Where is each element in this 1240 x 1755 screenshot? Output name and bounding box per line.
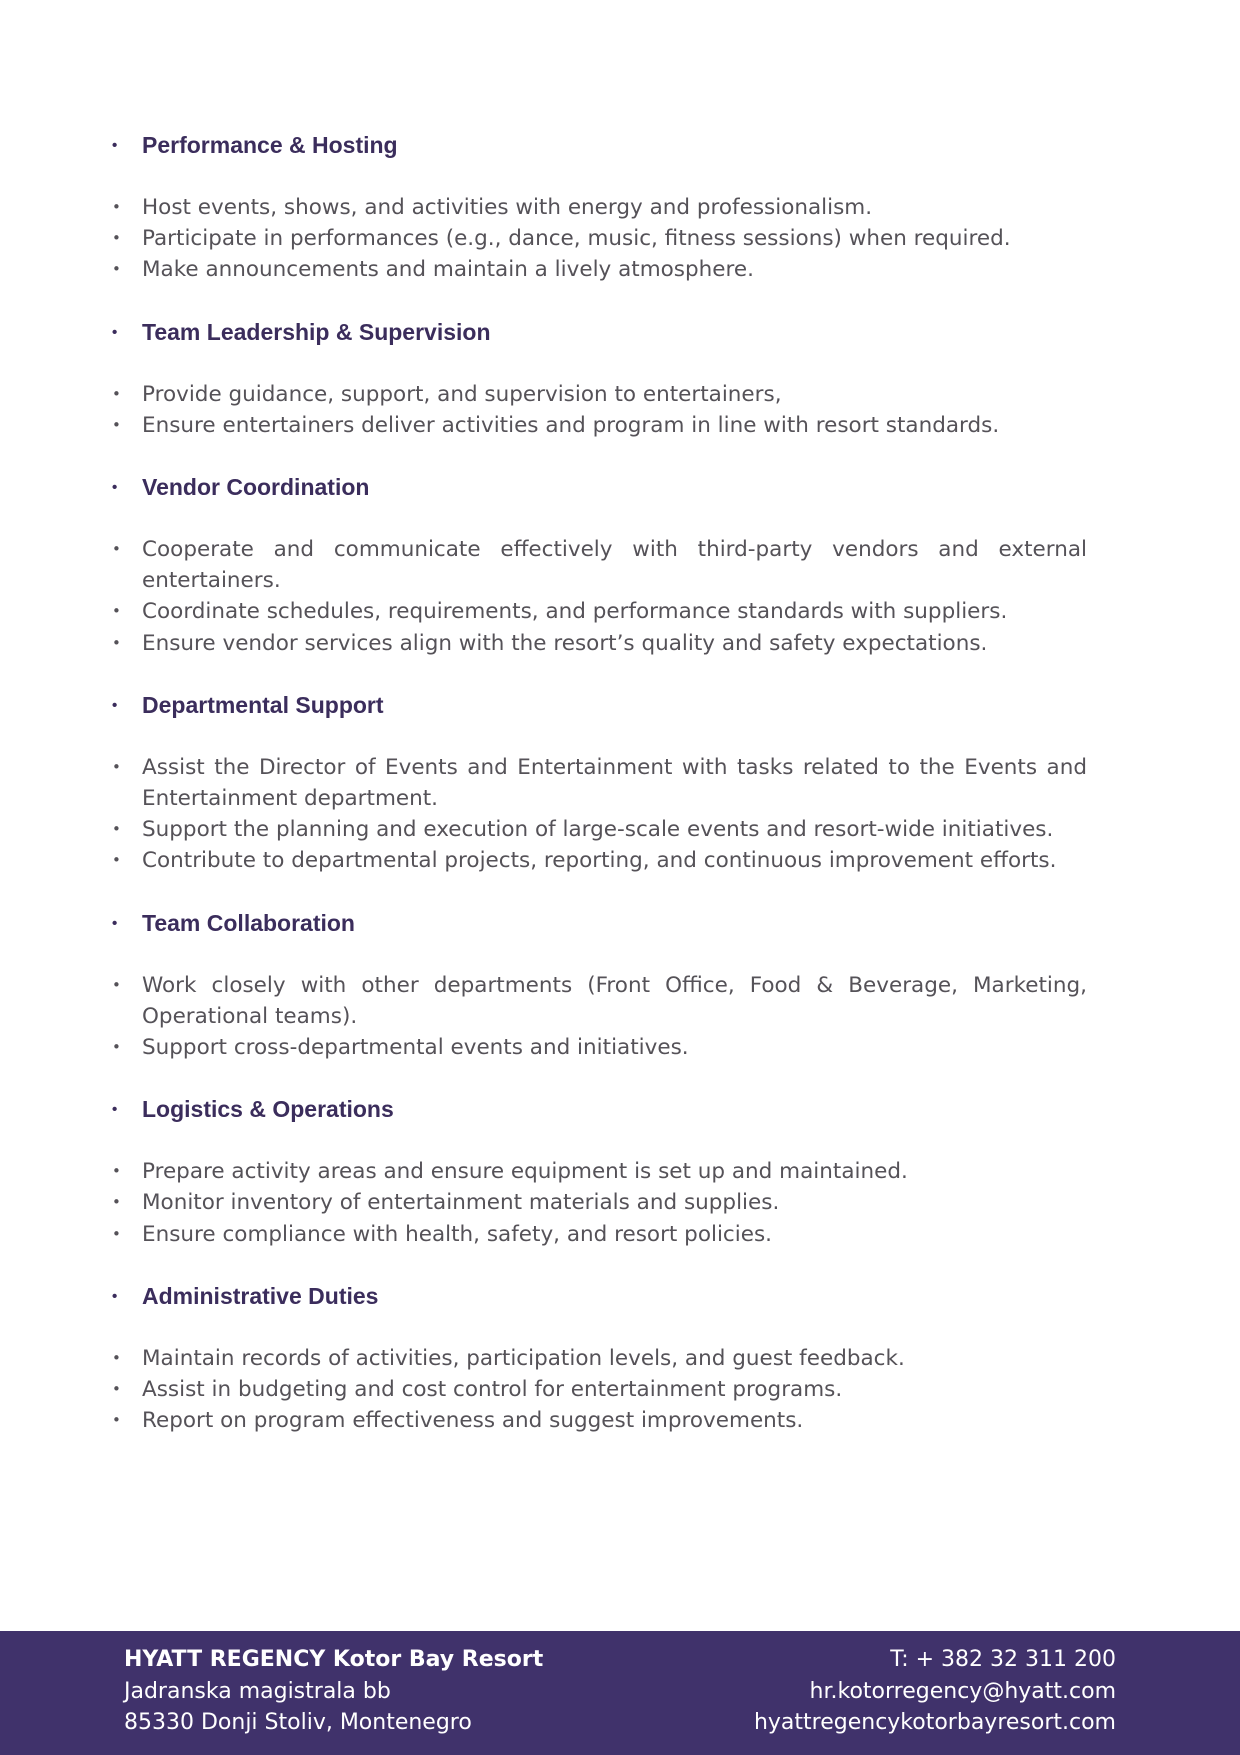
bullet-icon: • bbox=[112, 696, 118, 714]
list-item bbox=[112, 1032, 1087, 1063]
footer-contact-block bbox=[754, 1644, 1116, 1739]
duty-list bbox=[112, 192, 1087, 286]
bullet-icon: • bbox=[112, 137, 118, 154]
list-item-text: Report on program effectiveness and suggest improvements. bbox=[142, 1408, 804, 1434]
list-item-text: Assist in budgeting and cost control for entertainment programs. bbox=[142, 1377, 843, 1403]
list-item-text: Work closely with other departments (Front Office, Food & Beverage, Marketing, Operational teams). bbox=[142, 972, 1087, 1029]
list-item bbox=[112, 1374, 1087, 1405]
list-item-text: Ensure entertainers deliver activities and program in line with resort standards. bbox=[142, 412, 1000, 438]
section-heading-text: Administrative Duties bbox=[142, 1282, 379, 1309]
list-item-text: Monitor inventory of entertainment materials and supplies. bbox=[142, 1190, 780, 1216]
bullet-icon: • bbox=[112, 1162, 121, 1181]
list-item-text: Coordinate schedules, requirements, and performance standards with suppliers. bbox=[142, 599, 1008, 625]
duty-list bbox=[112, 970, 1087, 1064]
list-item bbox=[112, 192, 1087, 223]
footer-website-link[interactable]: hyattregencykotorbayresort.com bbox=[753, 1710, 1116, 1735]
footer-company-name: HYATT REGENCY Kotor Bay Resort bbox=[124, 1647, 544, 1672]
footer-email-link[interactable]: hr.kotorregency@hyatt.com bbox=[809, 1678, 1116, 1704]
list-item-text: Cooperate and communicate effectively with third-party vendors and external entertainers. bbox=[142, 537, 1087, 594]
bullet-icon: • bbox=[112, 260, 121, 279]
section-heading bbox=[112, 130, 1087, 161]
list-item-text: Provide guidance, support, and supervision to entertainers, bbox=[142, 381, 782, 407]
footer-address-block bbox=[124, 1644, 543, 1739]
bullet-icon: • bbox=[112, 1287, 118, 1305]
duty-list bbox=[112, 1156, 1087, 1250]
list-item bbox=[112, 1405, 1087, 1436]
bullet-icon: • bbox=[112, 198, 121, 216]
section-heading bbox=[112, 317, 1087, 348]
section-heading-text: Vendor Coordination bbox=[142, 474, 370, 501]
bullet-icon: • bbox=[112, 1380, 121, 1399]
list-item-text: Support the planning and execution of large-scale events and resort-wide initiatives. bbox=[142, 817, 1054, 843]
list-item bbox=[112, 534, 1087, 596]
bullet-icon: • bbox=[112, 633, 121, 652]
list-item-text: Maintain records of activities, participation levels, and guest feedback. bbox=[142, 1345, 905, 1371]
list-item bbox=[112, 1343, 1087, 1374]
bullet-icon: • bbox=[112, 479, 118, 497]
section-heading-text: Team Leadership & Supervision bbox=[142, 318, 491, 345]
list-item bbox=[112, 814, 1087, 845]
bullet-icon: • bbox=[112, 1193, 121, 1212]
list-item bbox=[112, 379, 1087, 410]
list-item-text: Assist the Director of Events and Entertainment with tasks related to the Events and Entertainment department. bbox=[142, 754, 1087, 812]
section-heading bbox=[112, 690, 1087, 721]
list-item bbox=[112, 752, 1087, 814]
list-item bbox=[112, 1187, 1087, 1218]
list-item bbox=[112, 628, 1087, 659]
list-item-text: Participate in performances (e.g., dance, music, fitness sessions) when required. bbox=[142, 226, 1011, 252]
section-heading bbox=[112, 1094, 1087, 1125]
duties-content bbox=[112, 130, 1087, 1467]
bullet-icon: • bbox=[112, 820, 121, 839]
list-item bbox=[112, 596, 1087, 627]
bullet-icon: • bbox=[112, 229, 121, 248]
bullet-icon: • bbox=[112, 757, 121, 776]
bullet-icon: • bbox=[112, 1038, 121, 1057]
section-heading-text: Departmental Support bbox=[142, 691, 384, 718]
list-item bbox=[112, 410, 1087, 441]
duty-list bbox=[112, 1343, 1087, 1437]
list-item bbox=[112, 970, 1087, 1032]
section-heading bbox=[112, 472, 1087, 503]
section-heading bbox=[112, 1281, 1087, 1312]
list-item-text: Support cross-departmental events and initiatives. bbox=[142, 1035, 689, 1061]
list-item bbox=[112, 845, 1087, 876]
section-heading-text: Team Collaboration bbox=[142, 909, 355, 936]
footer-address-line-1: Jadranska magistrala bb bbox=[124, 1678, 391, 1704]
list-item bbox=[112, 254, 1087, 285]
list-item-text: Ensure vendor services align with the resort’s quality and safety expectations. bbox=[142, 630, 988, 656]
list-item-text: Host events, shows, and activities with energy and professionalism. bbox=[142, 195, 873, 220]
bullet-icon: • bbox=[112, 914, 118, 932]
bullet-icon: • bbox=[112, 851, 121, 870]
footer-phone: T: + 382 32 311 200 bbox=[890, 1647, 1116, 1672]
footer-bar bbox=[0, 1631, 1240, 1755]
bullet-icon: • bbox=[112, 323, 118, 341]
bullet-icon: • bbox=[112, 1411, 121, 1430]
bullet-icon: • bbox=[112, 975, 121, 994]
bullet-icon: • bbox=[112, 1348, 121, 1367]
section-heading bbox=[112, 908, 1087, 939]
list-item bbox=[112, 1219, 1087, 1250]
list-item-text: Contribute to departmental projects, reporting, and continuous improvement efforts. bbox=[142, 848, 1057, 874]
bullet-icon: • bbox=[112, 415, 121, 434]
bullet-icon: • bbox=[112, 540, 121, 559]
section-heading-text: Logistics & Operations bbox=[142, 1096, 394, 1123]
bullet-icon: • bbox=[112, 1224, 121, 1243]
list-item-text: Prepare activity areas and ensure equipment is set up and maintained. bbox=[142, 1159, 908, 1185]
footer-address-line-2: 85330 Donji Stoliv, Montenegro bbox=[124, 1710, 472, 1735]
duty-list bbox=[112, 534, 1087, 659]
bullet-icon: • bbox=[112, 602, 121, 621]
list-item bbox=[112, 1156, 1087, 1187]
bullet-icon: • bbox=[112, 1101, 118, 1119]
section-heading-text: Performance & Hosting bbox=[142, 132, 398, 158]
duty-list bbox=[112, 379, 1087, 441]
list-item-text: Ensure compliance with health, safety, and resort policies. bbox=[142, 1221, 772, 1247]
list-item-text: Make announcements and maintain a lively atmosphere. bbox=[142, 257, 754, 283]
bullet-icon: • bbox=[112, 384, 121, 403]
duty-list bbox=[112, 752, 1087, 877]
list-item bbox=[112, 223, 1087, 254]
